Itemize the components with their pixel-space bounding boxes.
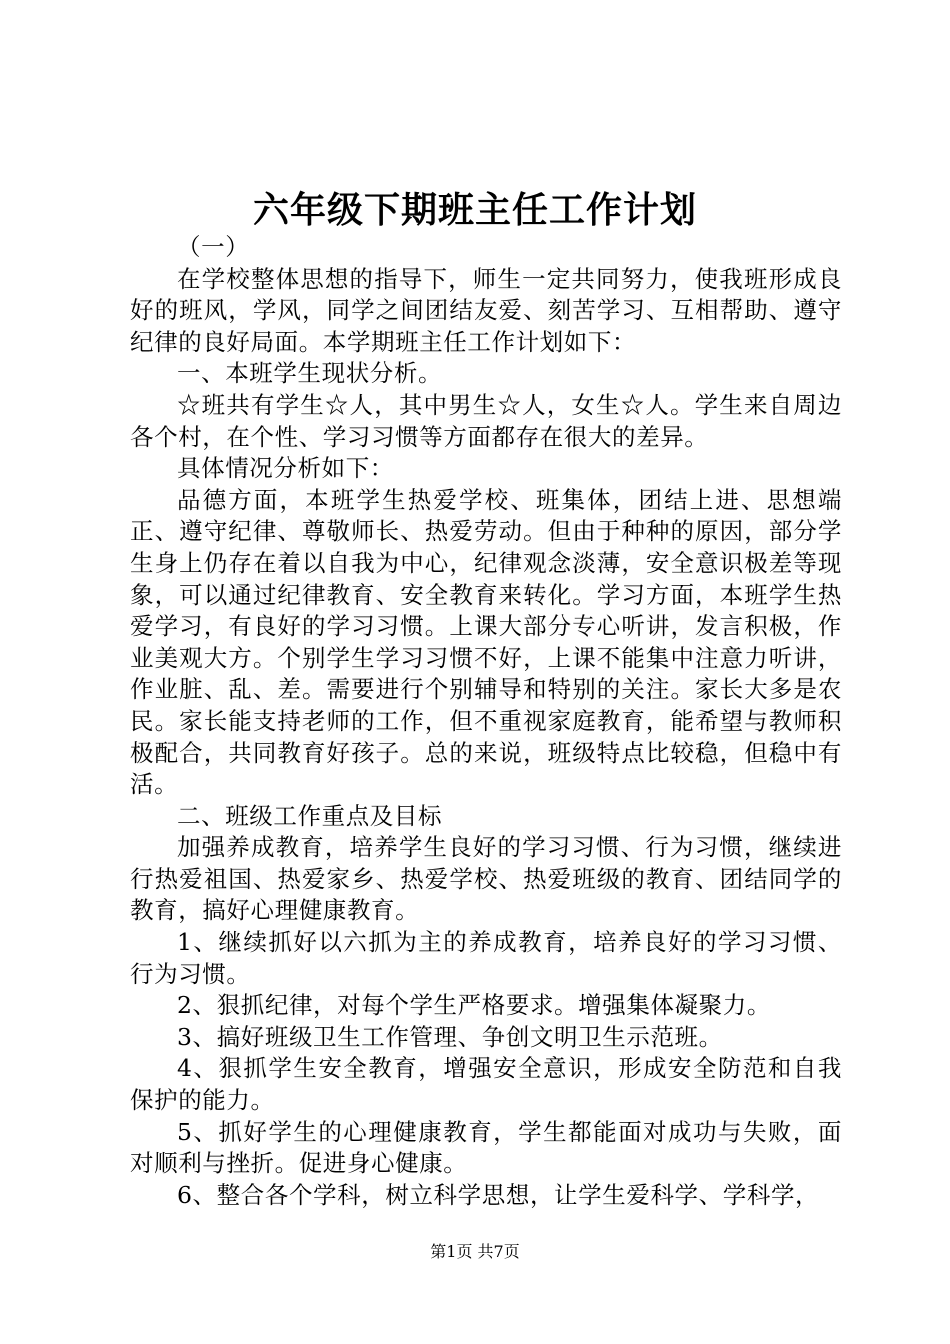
list-item-5: 5、抓好学生的心理健康教育，学生都能面对成功与失败，面对顺利与挫折。促进身心健康。 (130, 1117, 842, 1178)
document-body (130, 232, 842, 1211)
paragraph-intro: 在学校整体思想的指导下，师生一定共同努力，使我班形成良好的班风，学风，同学之间团结友爱、刻苦学习、互相帮助、遵守纪律的良好局面。本学期班主任工作计划如下： (130, 264, 842, 356)
list-item-1: 1、继续抓好以六抓为主的养成教育，培养良好的学习习惯、行为习惯。 (130, 928, 842, 988)
paragraph-goals: 加强养成教育，培养学生良好的学习习惯、行为习惯，继续进行热爱祖国、热爱家乡、热爱学校、热爱班级的教育、团结同学的教育，搞好心理健康教育。 (130, 833, 842, 925)
list-item-6: 6、整合各个学科，树立科学思想，让学生爱科学、学科学， (177, 1180, 820, 1209)
heading-section-1: 一、本班学生现状分析。 (177, 359, 443, 388)
heading-section-2: 二、班级工作重点及目标 (177, 801, 443, 830)
paragraph-section-marker: （一） (177, 233, 250, 261)
document-title: 六年级下期班主任工作计划 (252, 189, 697, 231)
paragraph-analysis-detail: 品德方面，本班学生热爱学校、班集体，团结上进、思想端正、遵守纪律、尊敬师长、热爱劳动。但由于种种的原因，部分学生身上仍存在着以自我为中心，纪律观念淡薄，安全意识极差等现象，可以通过纪律教育、安全教育来转化。学习方面，本班学生热爱学习，有良好的学习习惯。上课大部分专心听讲，发言积极，作业美观大方。个别学生学习习惯不好，上课不能集中注意力听讲，作业脏、乱、差。需要进行个别辅导和特别的关注。家长大多是农民。家长能支持老师的工作，但不重视家庭教育，能希望与教师积极配合，共同教育好孩子。总的来说，班级特点比较稳，但稳中有活。 (130, 485, 842, 799)
list-item-3: 3、搞好班级卫生工作管理、争创文明卫生示范班。 (177, 1022, 723, 1051)
list-item-4: 4、狠抓学生安全教育，增强安全意识，形成安全防范和自我保护的能力。 (130, 1054, 842, 1115)
paragraph-analysis-intro: 具体情况分析如下： (177, 454, 394, 483)
paragraph-class-size: ☆班共有学生☆人，其中男生☆人，女生☆人。学生来自周边各个村，在个性、学习习惯等方面都存在很大的差异。 (130, 390, 842, 451)
page-number-footer: 第1页 共7页 (430, 1242, 520, 1261)
list-item-2: 2、狠抓纪律，对每个学生严格要求。增强集体凝聚力。 (177, 991, 771, 1020)
